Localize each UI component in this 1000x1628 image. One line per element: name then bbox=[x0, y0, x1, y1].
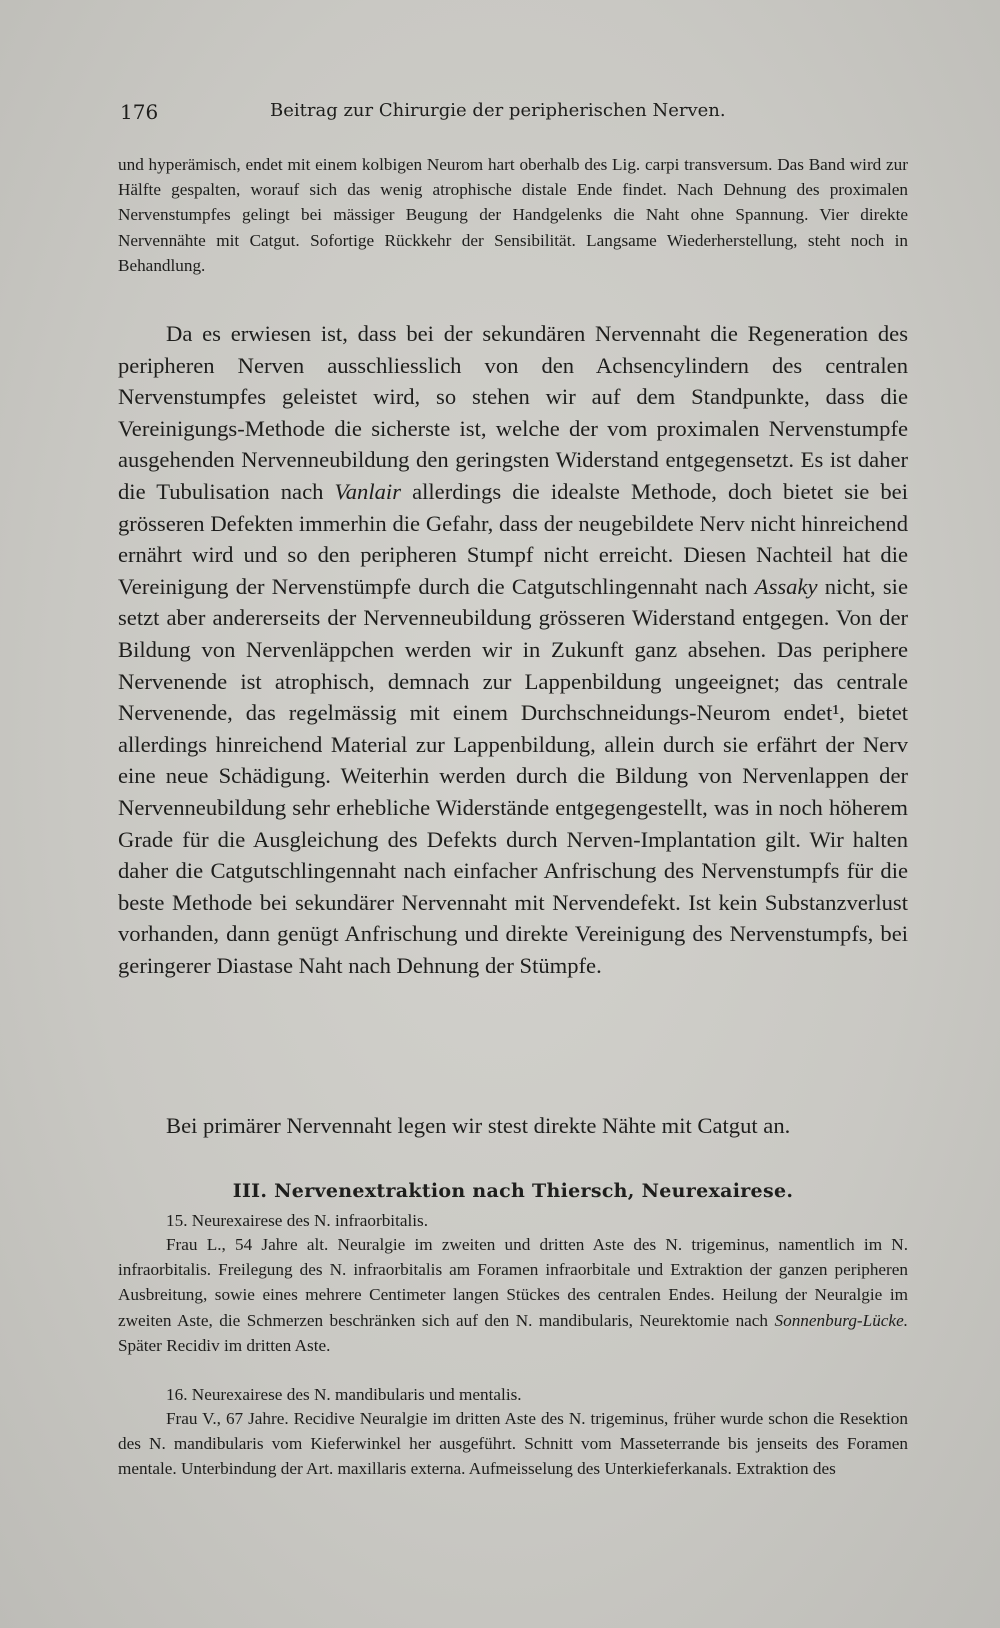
case-report-continuation: und hyperämisch, endet mit einem kolbigen Neurom hart oberhalb des Lig. carpi transversum. Das Band wird zur Hälfte gespalten, worauf sich das wenig atrophische distale Ende findet. Nach Dehnung des proximalen Nervenstumpfes gelingt bei mässiger Beugung der Handgelenks die Naht ohne Spannung. Vier direkte Nervennähte mit Catgut. Sofortige Rückkehr der Sensibilität. Langsame Wiederherstellung, steht noch in Behandlung. bbox=[118, 155, 908, 275]
primary-suture-paragraph: Bei primärer Nervennaht legen wir stest direkte Nähte mit Catgut an. bbox=[166, 1113, 791, 1138]
section-heading: III. Nervenextraktion nach Thiersch, Neurexairese. bbox=[232, 1180, 794, 1202]
case-16-title: 16. Neurexairese des N. mandibularis und mentalis. bbox=[166, 1385, 522, 1404]
author-name-sonnenburg: Sonnenburg-Lücke. bbox=[774, 1310, 908, 1330]
case-15-report bbox=[118, 1232, 908, 1358]
case-text: Später Recidiv im dritten Aste. bbox=[118, 1335, 331, 1355]
case-16-report: Frau V., 67 Jahre. Recidive Neuralgie im dritten Aste des N. trigeminus, früher wurde schon die Resektion des N. mandibularis vom Kieferwinkel her ausgeführt. Schnitt vom Masseterrande bis jenseits des Foramen mentale. Unterbindung der Art. maxillaris externa. Aufmeisselung des Unterkieferkanals. Extraktion des bbox=[118, 1409, 908, 1479]
discussion-text: allerdings die idealste Methode, doch bietet sie bei grösseren Defekten immerhin die Gefahr, dass der neugebildete Nerv nicht hinreichend ernährt wird und so den peripheren Stumpf nicht erreicht. Diesen Nachteil hat die Vereinigung der Nervenstümpfe durch die Catgutschlingennaht nach bbox=[118, 478, 908, 599]
author-name-vanlair: Vanlair bbox=[334, 478, 402, 504]
author-name-assaky: Assaky bbox=[754, 573, 818, 599]
case-text: Frau L., 54 Jahre alt. Neuralgie im zweiten und dritten Aste des N. trigeminus, namentlich im N. infraorbitalis. Freilegung des N. infraorbitalis am Foramen infraorbitale und Extraktion der ganzen peripheren Ausbreitung, sowie eines mehrere Centimeter langen Stückes des centralen Endes. Heilung der Neuralgie im zweiten Aste, die Schmerzen beschränken sich auf den N. mandibularis, Neurektomie nach bbox=[118, 1235, 908, 1330]
discussion-text: nicht, sie setzt aber andererseits der Nervenneubildung grösseren Widerstand entgegen. Von der Bildung von Nervenläppchen werden wir in Zukunft ganz absehen. Das periphere Nervenende ist atrophisch, demnach zur Lappenbildung ungeeignet; das centrale Nervenende, das regelmässig mit einem Durchschneidungs-Neurom endet¹, bietet allerdings hinreichend Material zur Lappenbildung, allein durch sie erfährt der Nerv eine neue Schädigung. Weiterhin werden durch die Bildung von Nervenlappen der Nervenneubildung sehr erhebliche Widerstände entgegengestellt, was in noch höherem Grade für die Ausgleichung des Defekts durch Nerven-Implantation gilt. Wir halten daher die Catgutschlingennaht nach einfacher Anfrischung des Nervenstumpfs für die beste Methode bei sekundärer Nervennaht mit Nervendefekt. Ist kein Substanzverlust vorhanden, dann genügt Anfrischung und direkte Vereinigung des Nervenstumpfs, bei geringerer Diastase Naht nach Dehnung der Stümpfe. bbox=[118, 573, 908, 978]
page-number: 176 bbox=[120, 100, 159, 124]
case-15-title: 15. Neurexairese des N. infraorbitalis. bbox=[166, 1211, 429, 1230]
discussion-paragraph bbox=[118, 318, 908, 981]
discussion-text: Da es erwiesen ist, dass bei der sekundären Nervennaht die Regeneration des peripheren Nerven ausschliesslich von den Achsencylindern des centralen Nervenstumpfes geleistet wird, so stehen wir auf dem Standpunkte, dass die Vereinigungs-Methode die sicherste ist, welche der vom proximalen Nervenstumpfe ausgehenden Nervenneubildung den geringsten Widerstand entgegensetzt. Es ist daher die Tubulisation nach bbox=[118, 321, 908, 504]
running-title: Beitrag zur Chirurgie der peripherischen Nerven. bbox=[270, 100, 726, 121]
running-header bbox=[120, 100, 920, 132]
